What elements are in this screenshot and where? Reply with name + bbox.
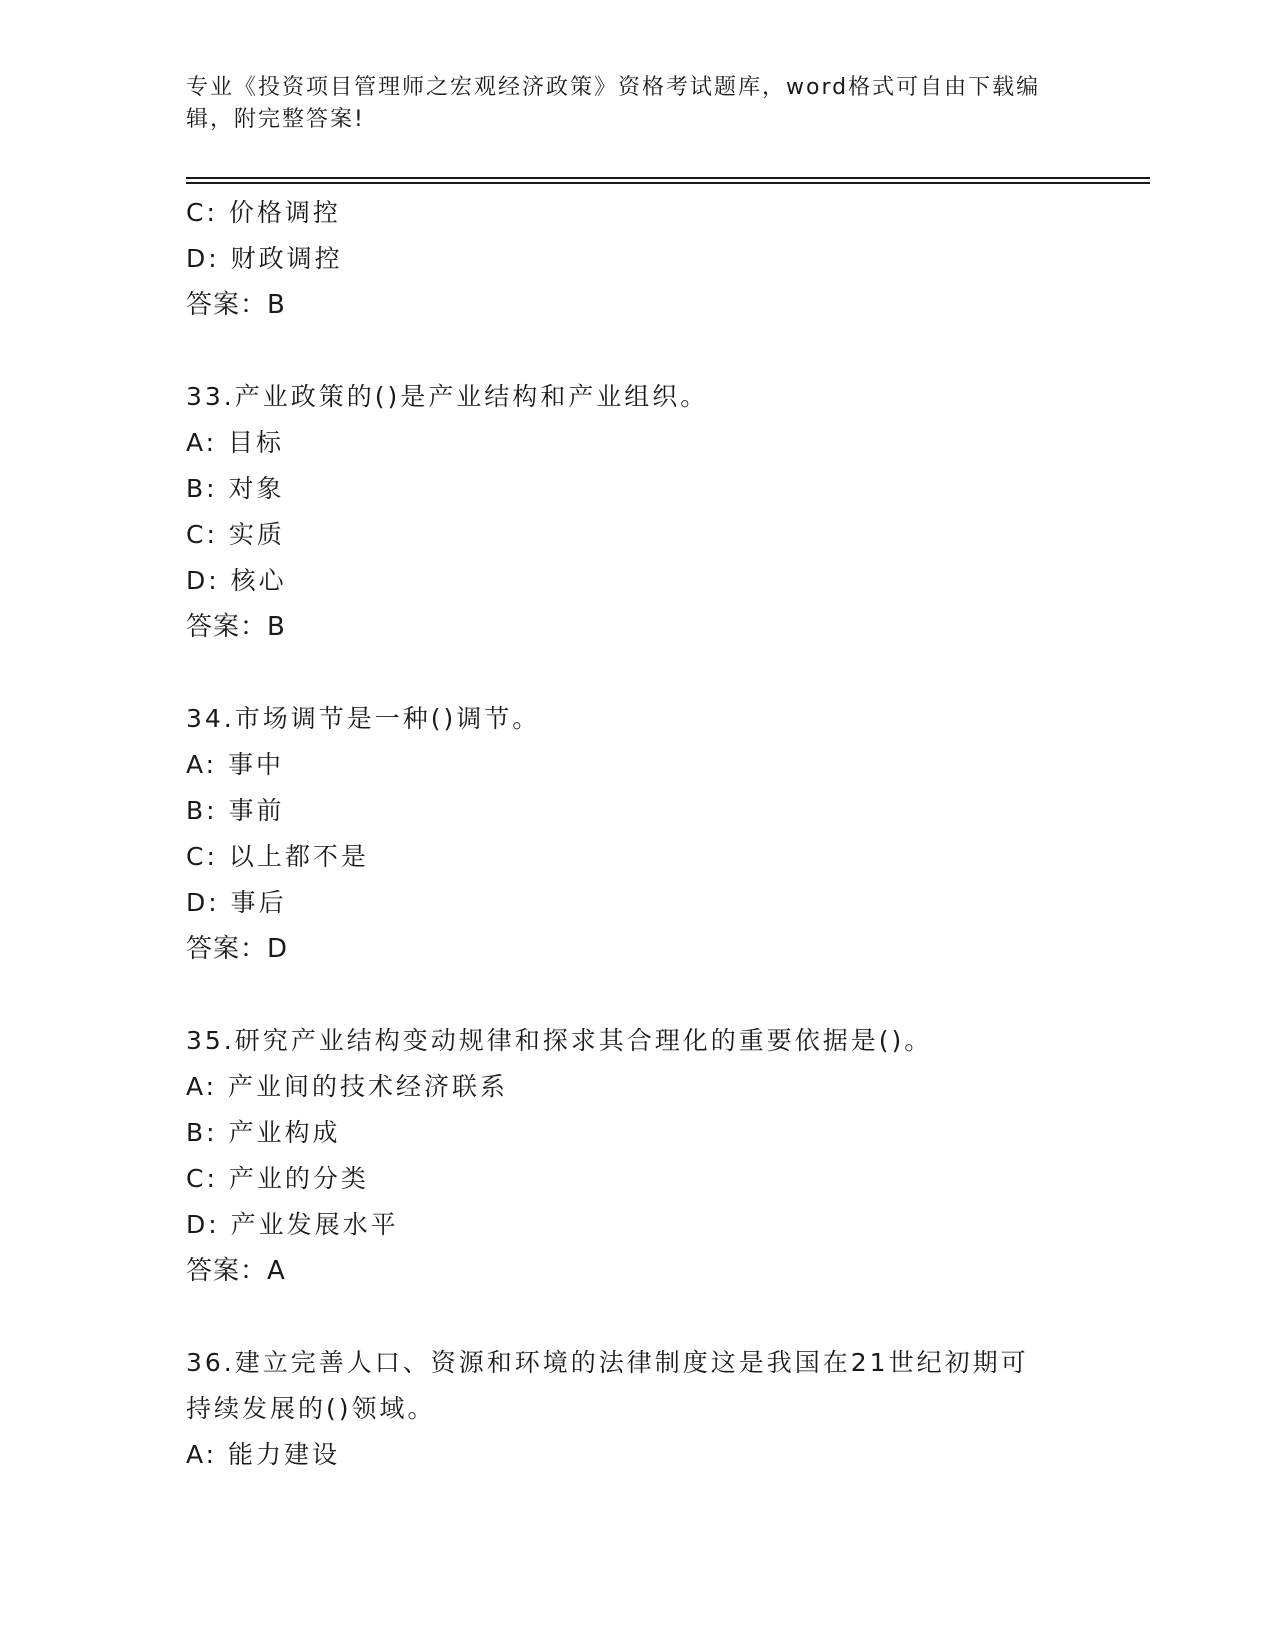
question-stem-line-2: 持续发展的()领域。 (186, 1394, 436, 1423)
option-c: C: 实质 (186, 520, 285, 549)
option-b: B: 对象 (186, 474, 285, 503)
option-a: A: 事中 (186, 750, 285, 779)
option-c: C: 价格调控 (186, 198, 341, 227)
spacer (186, 972, 1136, 1018)
option-d: D: 事后 (186, 888, 287, 917)
question-34 (186, 696, 1136, 972)
answer-line: 答案：D (186, 934, 289, 964)
option-d: D: 核心 (186, 566, 287, 595)
header-divider-bottom (186, 182, 1150, 184)
spacer (186, 650, 1136, 696)
question-33 (186, 374, 1136, 650)
question-stem: 34.市场调节是一种()调节。 (186, 704, 541, 733)
document-header (186, 72, 1066, 136)
answer-line: 答案：A (186, 1256, 286, 1286)
option-b: B: 事前 (186, 796, 285, 825)
answer-line: 答案：B (186, 612, 286, 642)
option-c: C: 产业的分类 (186, 1164, 369, 1193)
header-line-1: 专业《投资项目管理师之宏观经济政策》资格考试题库，word格式可自由下载编 (186, 75, 1041, 100)
question-32-tail (186, 190, 1136, 328)
option-a: A: 目标 (186, 428, 285, 457)
header-line-2: 辑，附完整答案! (186, 107, 365, 132)
option-c: C: 以上都不是 (186, 842, 369, 871)
question-stem: 33.产业政策的()是产业结构和产业组织。 (186, 382, 709, 411)
question-list (186, 190, 1136, 1478)
option-d: D: 产业发展水平 (186, 1210, 399, 1239)
answer-line: 答案：B (186, 290, 286, 320)
header-divider-top (186, 177, 1150, 179)
option-d: D: 财政调控 (186, 244, 343, 273)
question-stem-line-1: 36.建立完善人口、资源和环境的法律制度这是我国在21世纪初期可 (186, 1348, 1029, 1377)
option-a: A: 能力建设 (186, 1440, 341, 1469)
option-a: A: 产业间的技术经济联系 (186, 1072, 509, 1101)
spacer (186, 1294, 1136, 1340)
question-stem: 35.研究产业结构变动规律和探求其合理化的重要依据是()。 (186, 1026, 933, 1055)
option-b: B: 产业构成 (186, 1118, 341, 1147)
question-35 (186, 1018, 1136, 1294)
question-36 (186, 1340, 1136, 1478)
spacer (186, 328, 1136, 374)
